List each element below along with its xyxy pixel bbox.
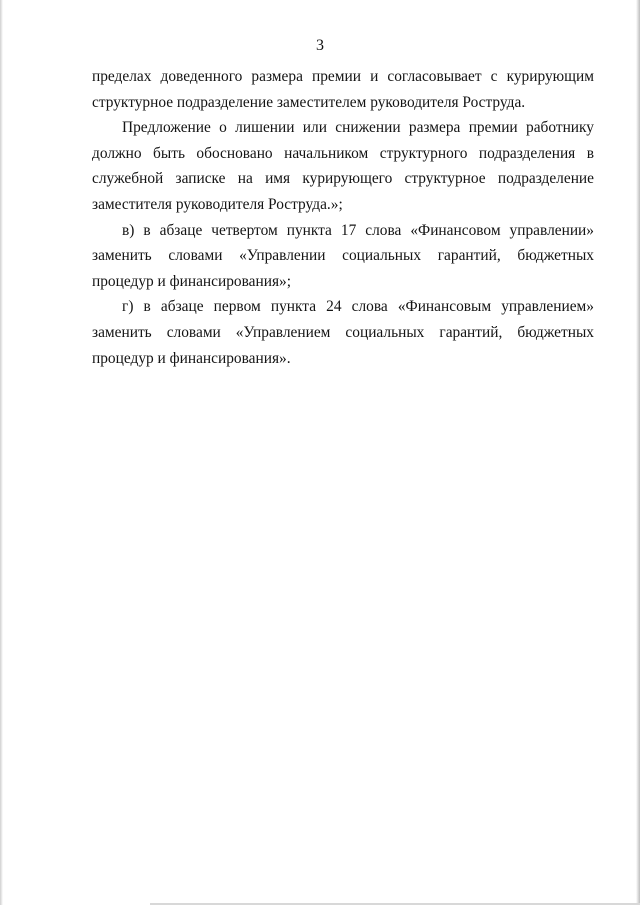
page-edge-left [0,0,3,905]
paragraph-item-g: г) в абзаце первом пункта 24 слова «Финансовым управлением» заменить словами «Управлением социальных гарантий, бюджетных процедур и финансирования». [92,298,594,367]
paragraph-item-v: в) в абзаце четвертом пункта 17 слова «Финансовом управлении» заменить словами «Управлении социальных гарантий, бюджетных процедур и финансирования»; [92,221,594,290]
paragraph-continuation: пределах доведенного размера премии и согласовывает с курирующим структурное подразделение заместителем руководителя Роструда. [92,68,594,111]
document-body [92,64,594,371]
page-edge-right [636,0,640,905]
paragraph-proposal: Предложение о лишении или снижении размера премии работнику должно быть обосновано начальником структурного подразделения в служебной записке на имя курирующего структурное подразделение заместителя руководителя Роструда.»; [92,119,594,213]
page-number: 3 [316,37,324,54]
